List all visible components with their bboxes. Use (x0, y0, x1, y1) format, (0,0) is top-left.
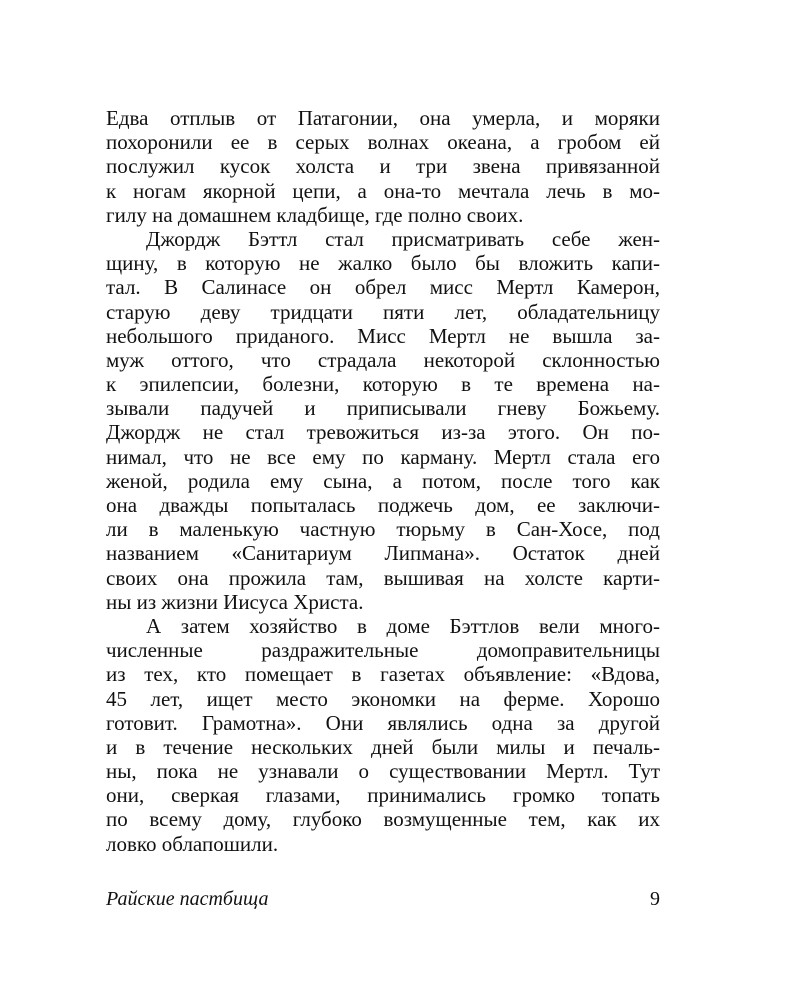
text-line: к ногам якорной цепи, а она-то мечтала лечь в мо- (106, 178, 660, 203)
running-title: Райские пастбища (106, 888, 269, 910)
text-line: и в течение нескольких дней были милы и печаль- (106, 734, 660, 759)
text-line: ны, пока не узнавали о существовании Мертл. Тут (106, 759, 660, 784)
page-body (106, 106, 660, 856)
text-line: ловко облапошили. (106, 831, 279, 856)
text-line: послужил кусок холста и три звена привязанной (106, 154, 660, 179)
page-footer (106, 886, 660, 912)
paragraph-3 (106, 614, 660, 856)
text-line: по всему дому, глубоко возмущенные тем, как их (106, 807, 660, 832)
text-line: они, сверкая глазами, принимались громко топать (106, 783, 660, 808)
text-line: небольшого приданого. Мисс Мертл не вышла за- (106, 323, 660, 348)
text-line: Джордж Бэттл стал присматривать себе жен- (146, 226, 660, 251)
text-line: ны из жизни Иисуса Христа. (106, 589, 364, 614)
text-line: из тех, кто помещает в газетах объявление: «Вдова, (106, 662, 660, 687)
text-line: готовит. Грамотна». Они являлись одна за другой (106, 710, 660, 735)
text-line: щину, в которую не жалко было бы вложить капи- (106, 251, 660, 276)
text-line: похоронили ее в серых волнах океана, а гробом ей (106, 130, 660, 155)
text-line: 45 лет, ищет место экономки на ферме. Хорошо (106, 686, 660, 711)
text-line: своих она прожила там, вышивая на холсте карти- (106, 565, 660, 590)
text-line: А затем хозяйство в доме Бэттлов вели много- (146, 613, 660, 638)
text-line: женой, родила ему сына, а потом, после того как (106, 468, 660, 493)
text-line: зывали падучей и приписывали гневу Божьему. (106, 396, 660, 421)
text-line: тал. В Салинасе он обрел мисс Мертл Камерон, (106, 275, 660, 300)
paragraph-2 (106, 227, 660, 614)
text-line: Едва отплыв от Патагонии, она умерла, и моряки (106, 106, 660, 130)
text-line: ли в маленькую частную тюрьму в Сан-Хосе, под (106, 517, 660, 542)
text-line: нимал, что не все ему по карману. Мертл стала его (106, 444, 660, 469)
page-number: 9 (650, 888, 660, 910)
text-line: названием «Санитариум Липмана». Остаток дней (106, 541, 660, 566)
text-line: муж оттого, что страдала некоторой склонностью (106, 347, 660, 372)
text-line: к эпилепсии, болезни, которую в те времена на- (106, 372, 660, 397)
text-line: численные раздражительные домоправительницы (106, 638, 660, 663)
text-line: Джордж не стал тревожиться из-за этого. Он по- (106, 420, 660, 445)
paragraph-1 (106, 106, 660, 227)
text-line: гилу на домашнем кладбище, где полно своих. (106, 202, 524, 227)
text-line: она дважды попыталась поджечь дом, ее заключи- (106, 493, 660, 517)
text-line: старую деву тридцати пяти лет, обладательницу (106, 299, 660, 324)
